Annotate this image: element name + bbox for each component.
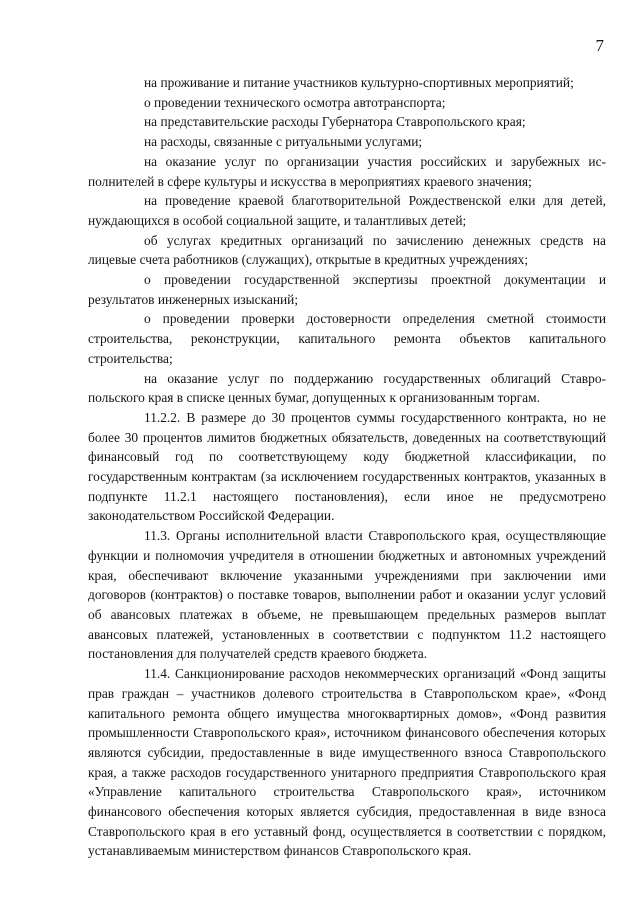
paragraph-11-4: 11.4. Санкционирование расходов некоммерческих организаций «Фонд защиты прав граждан – участников долевого строительства в Ставропольском крае», «Фонд капитального ремонта общего имущества многоквартирных домов», «Фонд развития промышленности Ставропольского края», источником финансового обеспечения которых являются субсидии, предоставленные в виде имущественного взноса Ставропольского края, а также расходов государственного унитарного предприятия Ставропольского края «Управление капитального строительства Ставропольского края», источником финансового обеспечения которых является субсидия, предоставленная в виде взноса Ставропольского края в его уставный фонд, осуществляется в соответствии с порядком, устанавливаемым министерством финансов Ставропольского края. bbox=[88, 666, 606, 859]
paragraph-5: на оказание услуг по организации участия российских и зарубежных исполнителей в сфере культуры и искусства в мероприятиях краевого значения; bbox=[88, 153, 606, 189]
paragraph-1: на проживание и питание участников культурно-спортивных мероприятий; bbox=[144, 75, 574, 90]
paragraph-4: на расходы, связанные с ритуальными услугами; bbox=[144, 134, 423, 150]
paragraph-10: на оказание услуг по поддержанию государственных облигаций Ставропольского края в списке ценных бумаг, допущенных к организованным торгам. bbox=[88, 370, 606, 406]
paragraph-7: об услугах кредитных организаций по зачислению денежных средств на лицевые счета работников (служащих), открытые в кредитных учреждениях; bbox=[88, 232, 606, 268]
paragraph-11-3: 11.3. Органы исполнительной власти Ставропольского края, осуществляющие функции и полномочия учредителя в отношении бюджетных и автономных учреждений края, обеспечивают включение указанными учреждениями при заключении ими договоров (контрактов) о поставке товаров, выполнении работ и оказании услуг условий об авансовых платежах в объеме, не превышающем предельных размеров выплат авансовых платежей, установленных в соответствии с подпунктом 11.2 настоящего постановления для получателей средств краевого бюджета. bbox=[88, 528, 606, 662]
paragraph-2: о проведении технического осмотра автотранспорта; bbox=[144, 94, 446, 110]
paragraph-6: на проведение краевой благотворительной Рождественской елки для детей, нуждающихся в особой социальной защите, и талантливых детей; bbox=[88, 193, 606, 228]
paragraph-8: о проведении государственной экспертизы проектной документации и результатов инженерных изысканий; bbox=[88, 272, 606, 307]
paragraph-9: о проведении проверки достоверности определения сметной стоимости строительства, реконструкции, капитального ремонта объектов капитального строительства; bbox=[88, 311, 606, 366]
document-body bbox=[88, 73, 606, 861]
page-number: 7 bbox=[595, 36, 604, 55]
paragraph-11-2-2: 11.2.2. В размере до 30 процентов суммы государственного контракта, но не более 30 процентов лимитов бюджетных обязательств, доведенных на соответствующий финансовый год по соответствующему коду бюджетной классификации, по государственным контрактам (за исключением государственных контрактов, указанных в подпункте 11.2.1 настоящего постановления), если иное не предусмотрено законодательством Российской Федерации. bbox=[88, 409, 606, 524]
paragraph-3: на представительские расходы Губернатора Ставропольского края; bbox=[144, 114, 526, 130]
